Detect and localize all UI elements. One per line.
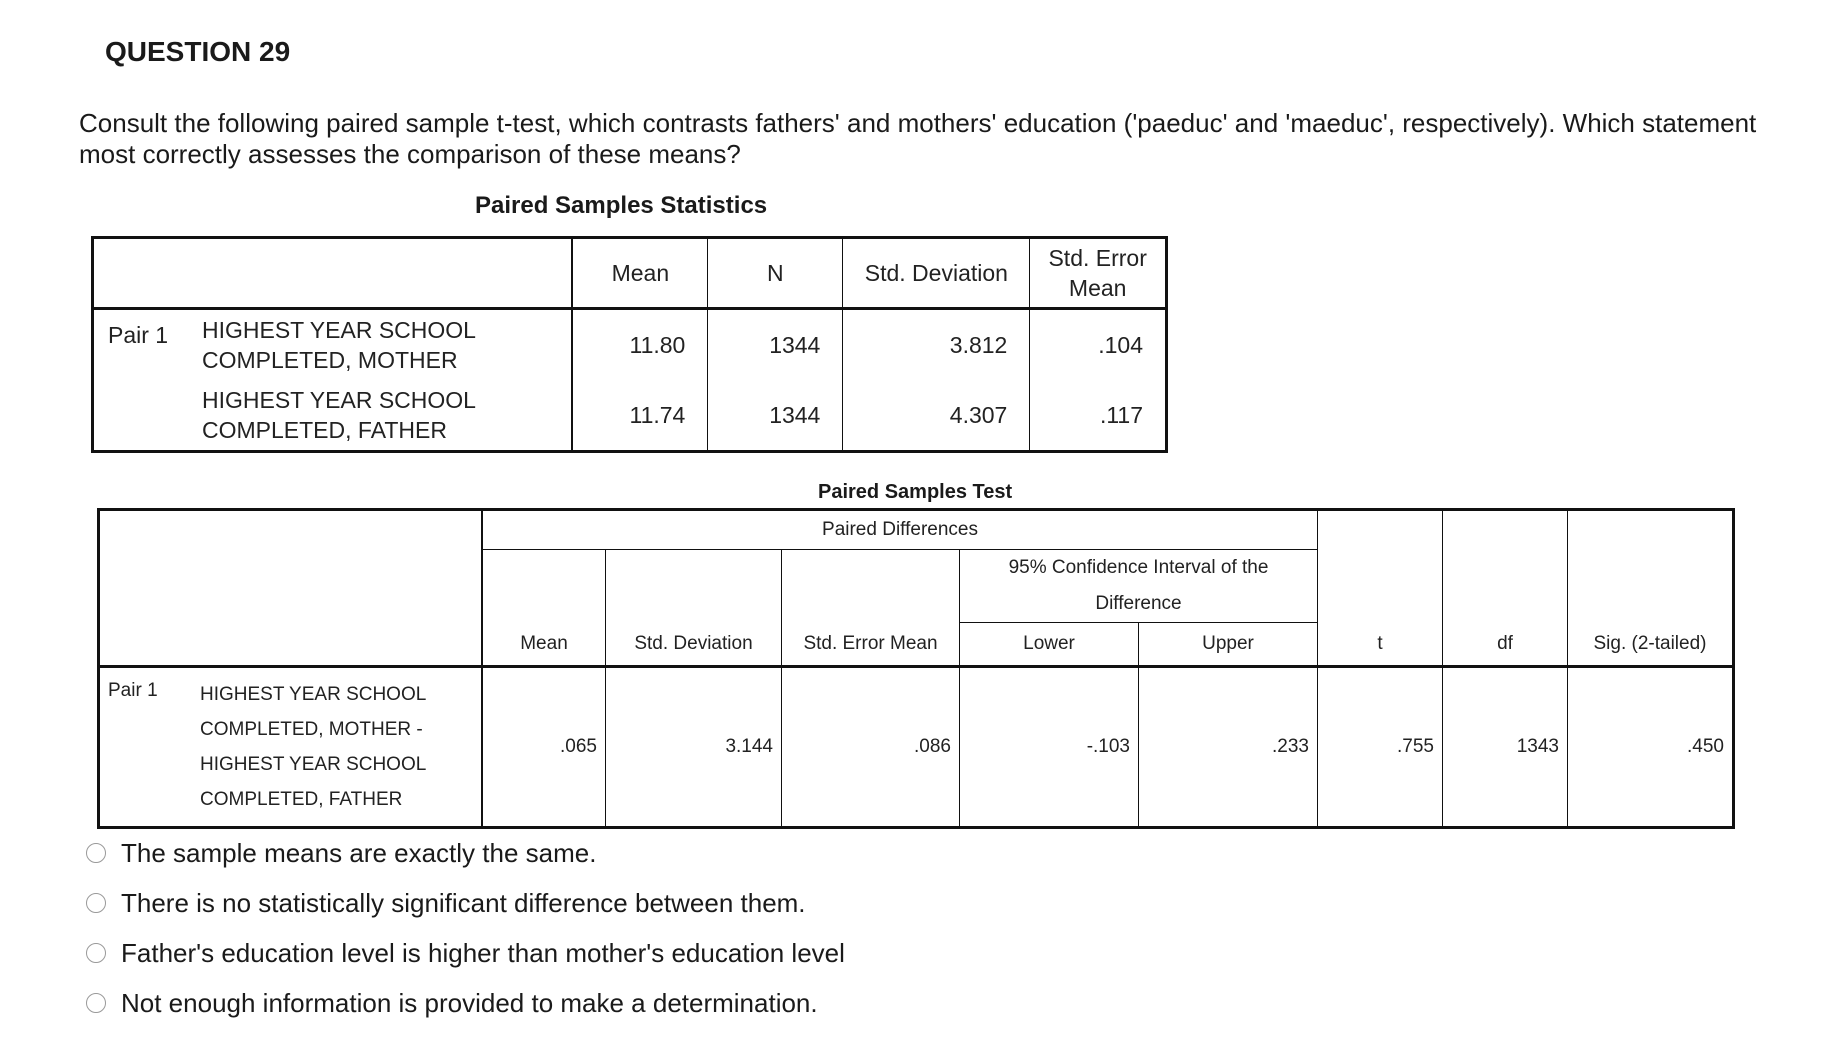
- test-header-ci-line1: 95% Confidence Interval of the: [1008, 557, 1269, 578]
- stats-var-label: [198, 309, 572, 381]
- test-table-caption: Paired Samples Test: [818, 481, 1013, 503]
- stats-row-mother: [93, 309, 1167, 381]
- test-lower-cell: -.103: [960, 667, 1139, 828]
- test-header-sig: Sig. (2-tailed): [1568, 623, 1734, 667]
- answer-option-4[interactable]: [86, 978, 845, 1028]
- test-header-lower: Lower: [960, 623, 1139, 667]
- test-row-pair-1: [99, 667, 1734, 828]
- test-header-std-dev: Std. Deviation: [606, 550, 782, 667]
- test-var-label-line: HIGHEST YEAR SCHOOL: [200, 754, 427, 775]
- stats-mean-cell: 11.80: [572, 309, 708, 381]
- stats-header-std-err-line2: Mean: [1068, 275, 1127, 301]
- answer-option-label[interactable]: There is no statistically significant difference between them.: [121, 887, 806, 918]
- test-t-cell: .755: [1318, 667, 1443, 828]
- test-header-mean: Mean: [482, 550, 606, 667]
- stats-header-row: [93, 238, 1167, 309]
- answer-option-label[interactable]: Father's education level is higher than mother's education level: [121, 937, 845, 968]
- test-mean-cell: .065: [482, 667, 606, 828]
- test-pair-label: Pair 1: [108, 680, 158, 701]
- stats-var-label-line2: COMPLETED, FATHER: [202, 417, 447, 443]
- stats-header-std-err-line1: Std. Error: [1048, 245, 1147, 271]
- answer-option-1[interactable]: [86, 828, 845, 878]
- stats-table-caption: Paired Samples Statistics: [475, 192, 768, 219]
- question-prompt: Consult the following paired sample t-test, which contrasts fathers' and mothers' education ('paeduc' and 'maeduc', respectively). Which statement most correctly assesses the comparison of these means?: [79, 108, 1757, 169]
- stats-header-mean: Mean: [572, 238, 708, 309]
- test-var-label-line: HIGHEST YEAR SCHOOL: [200, 684, 427, 705]
- answer-options: [86, 828, 845, 1028]
- paired-samples-test-table: [97, 508, 1735, 829]
- test-header-std-err: Std. Error Mean: [782, 550, 960, 667]
- stats-mean-cell: 11.74: [572, 380, 708, 452]
- stats-var-label: [198, 380, 572, 452]
- test-df-cell: 1343: [1443, 667, 1568, 828]
- stats-var-label-line1: HIGHEST YEAR SCHOOL: [202, 387, 476, 413]
- test-header-t: t: [1318, 623, 1443, 667]
- radio-button-icon[interactable]: [86, 943, 106, 963]
- stats-n-cell: 1344: [708, 380, 843, 452]
- question-title: QUESTION 29: [105, 36, 291, 67]
- stats-std-dev-cell: 3.812: [843, 309, 1030, 381]
- stats-header-std-dev: Std. Deviation: [843, 238, 1030, 309]
- answer-option-label[interactable]: The sample means are exactly the same.: [121, 837, 597, 868]
- stats-n-cell: 1344: [708, 309, 843, 381]
- answer-option-2[interactable]: [86, 878, 845, 928]
- test-header-upper: Upper: [1139, 623, 1318, 667]
- stats-header-n: N: [708, 238, 843, 309]
- radio-button-icon[interactable]: [86, 893, 106, 913]
- test-std-dev-cell: 3.144: [606, 667, 782, 828]
- test-var-label-line: COMPLETED, FATHER: [200, 789, 403, 810]
- stats-header-std-err: [1030, 238, 1167, 309]
- stats-var-label-line1: HIGHEST YEAR SCHOOL: [202, 317, 476, 343]
- answer-option-label[interactable]: Not enough information is provided to make a determination.: [121, 987, 818, 1018]
- test-header-blank: [99, 510, 483, 667]
- test-var-label: [200, 667, 482, 828]
- stats-std-dev-cell: 4.307: [843, 380, 1030, 452]
- stats-var-label-line2: COMPLETED, MOTHER: [202, 347, 458, 373]
- test-header-t-top: [1318, 510, 1443, 623]
- stats-pair-label: Pair 1: [108, 322, 169, 348]
- test-sig-cell: .450: [1568, 667, 1734, 828]
- test-std-err-cell: .086: [782, 667, 960, 828]
- paired-samples-statistics-table: [91, 236, 1168, 453]
- stats-header-blank: [93, 238, 573, 309]
- stats-row-father: [93, 380, 1167, 452]
- answer-option-3[interactable]: [86, 928, 845, 978]
- radio-button-icon[interactable]: [86, 993, 106, 1013]
- test-header-ci-line2: Difference: [1095, 593, 1182, 614]
- test-header-paired-differences: Paired Differences: [482, 510, 1318, 550]
- test-header-row-1: [99, 510, 1734, 550]
- stats-std-err-cell: .104: [1030, 309, 1167, 381]
- test-var-label-line: COMPLETED, MOTHER -: [200, 719, 423, 740]
- test-header-df-top: [1443, 510, 1568, 623]
- test-header-confidence-interval: [960, 550, 1318, 623]
- stats-std-err-cell: .117: [1030, 380, 1167, 452]
- test-header-sig-top: [1568, 510, 1734, 623]
- test-upper-cell: .233: [1139, 667, 1318, 828]
- test-header-df: df: [1443, 623, 1568, 667]
- radio-button-icon[interactable]: [86, 843, 106, 863]
